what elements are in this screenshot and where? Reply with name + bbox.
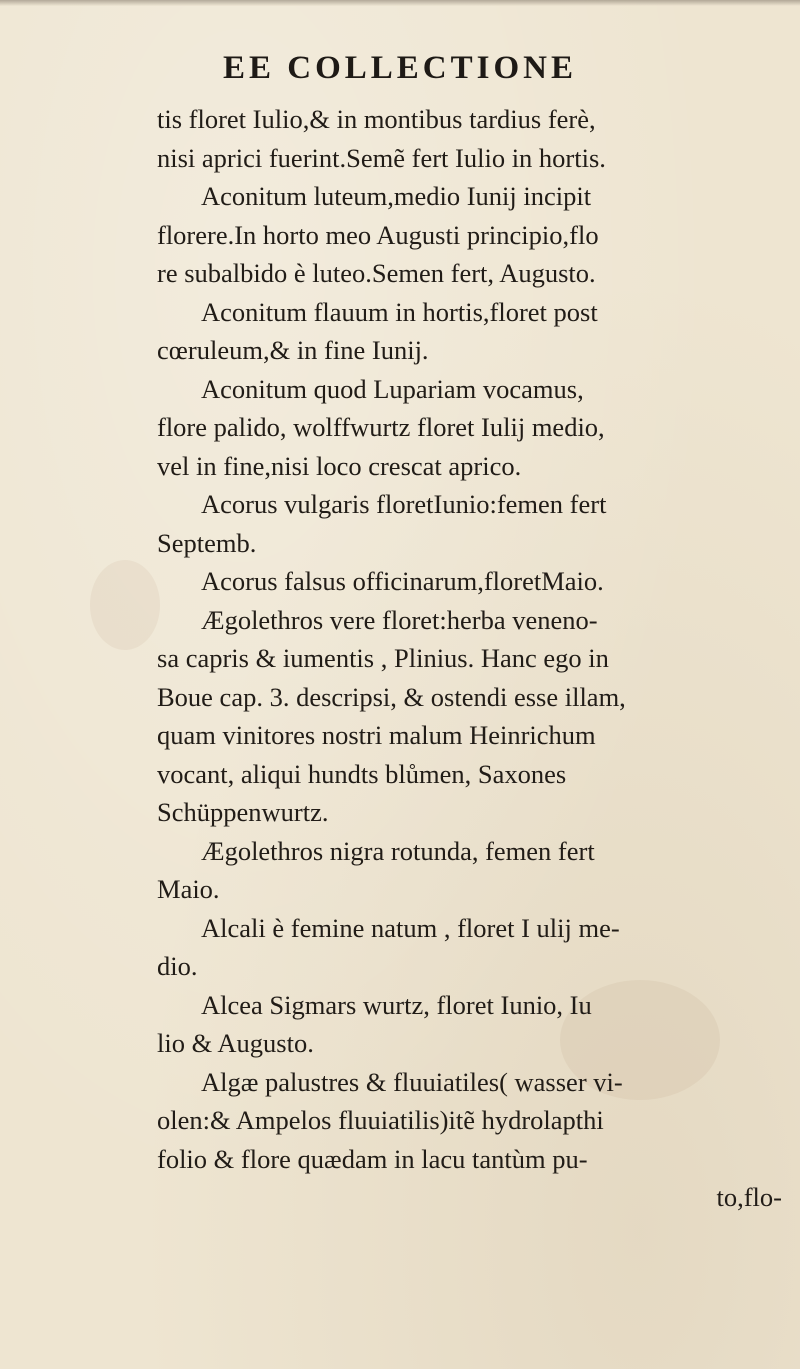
text-line: folio & flore quædam in lacu tantùm pu- — [157, 1143, 588, 1174]
text-line: Ægolethros vere floret:herba veneno- — [201, 604, 598, 635]
text-line: olen:& Ampelos fluuiatilis)itẽ hydrolapthi — [157, 1105, 604, 1135]
text-line: cœruleum,& in fine Iunij. — [157, 335, 429, 365]
text-line: to,flo- — [716, 1182, 782, 1212]
text-line: Septemb. — [157, 527, 257, 558]
text-line: Boue cap. 3. descripsi, & ostendi esse illam, — [157, 681, 626, 712]
text-line: sa capris & iumentis , Plinius. Hanc ego in — [157, 643, 609, 673]
text-line: Schüppenwurtz. — [157, 797, 329, 827]
text-line: Algæ palustres & fluuiatiles( wasser vi- — [201, 1066, 623, 1097]
text-line: Maio. — [157, 874, 220, 904]
running-head: EE COLLECTIONE — [223, 50, 577, 86]
paper-stain — [90, 560, 160, 650]
text-line: Acorus vulgaris floretIunio:femen fert — [201, 489, 607, 519]
text-line: dio. — [157, 951, 198, 981]
text-line: vocant, aliqui hundts blůmen, Saxones — [157, 758, 567, 789]
text-line: Alcali è femine natum , floret I ulij me- — [201, 912, 620, 943]
page-top-edge — [0, 0, 800, 6]
text-line: quam vinitores nostri malum Heinrichum — [157, 720, 596, 750]
text-line: Ægolethros nigra rotunda, femen fert — [201, 835, 595, 866]
text-line: Acorus falsus officinarum,floretMaio. — [201, 566, 604, 596]
text-line: tis floret Iulio,& in montibus tardius ferè, — [157, 104, 596, 134]
text-line: florere.In horto meo Augusti principio,flo — [157, 219, 599, 250]
text-line: nisi aprici fuerint.Semẽ fert Iulio in hortis. — [157, 142, 606, 173]
text-line: Aconitum luteum,medio Iunij incipit — [201, 181, 592, 211]
body-text — [157, 100, 792, 1217]
text-line: re subalbido è luteo.Semen fert, Augusto. — [157, 258, 596, 288]
text-line: Aconitum flauum in hortis,floret post — [201, 296, 598, 327]
text-line: lio & Augusto. — [157, 1028, 314, 1058]
text-line: flore palido, wolffwurtz floret Iulij medio, — [157, 412, 605, 442]
text-line: Alcea Sigmars wurtz, floret Iunio, Iu — [201, 989, 592, 1020]
text-line: vel in fine,nisi loco crescat aprico. — [157, 450, 522, 481]
text-line: Aconitum quod Lupariam vocamus, — [201, 373, 584, 404]
